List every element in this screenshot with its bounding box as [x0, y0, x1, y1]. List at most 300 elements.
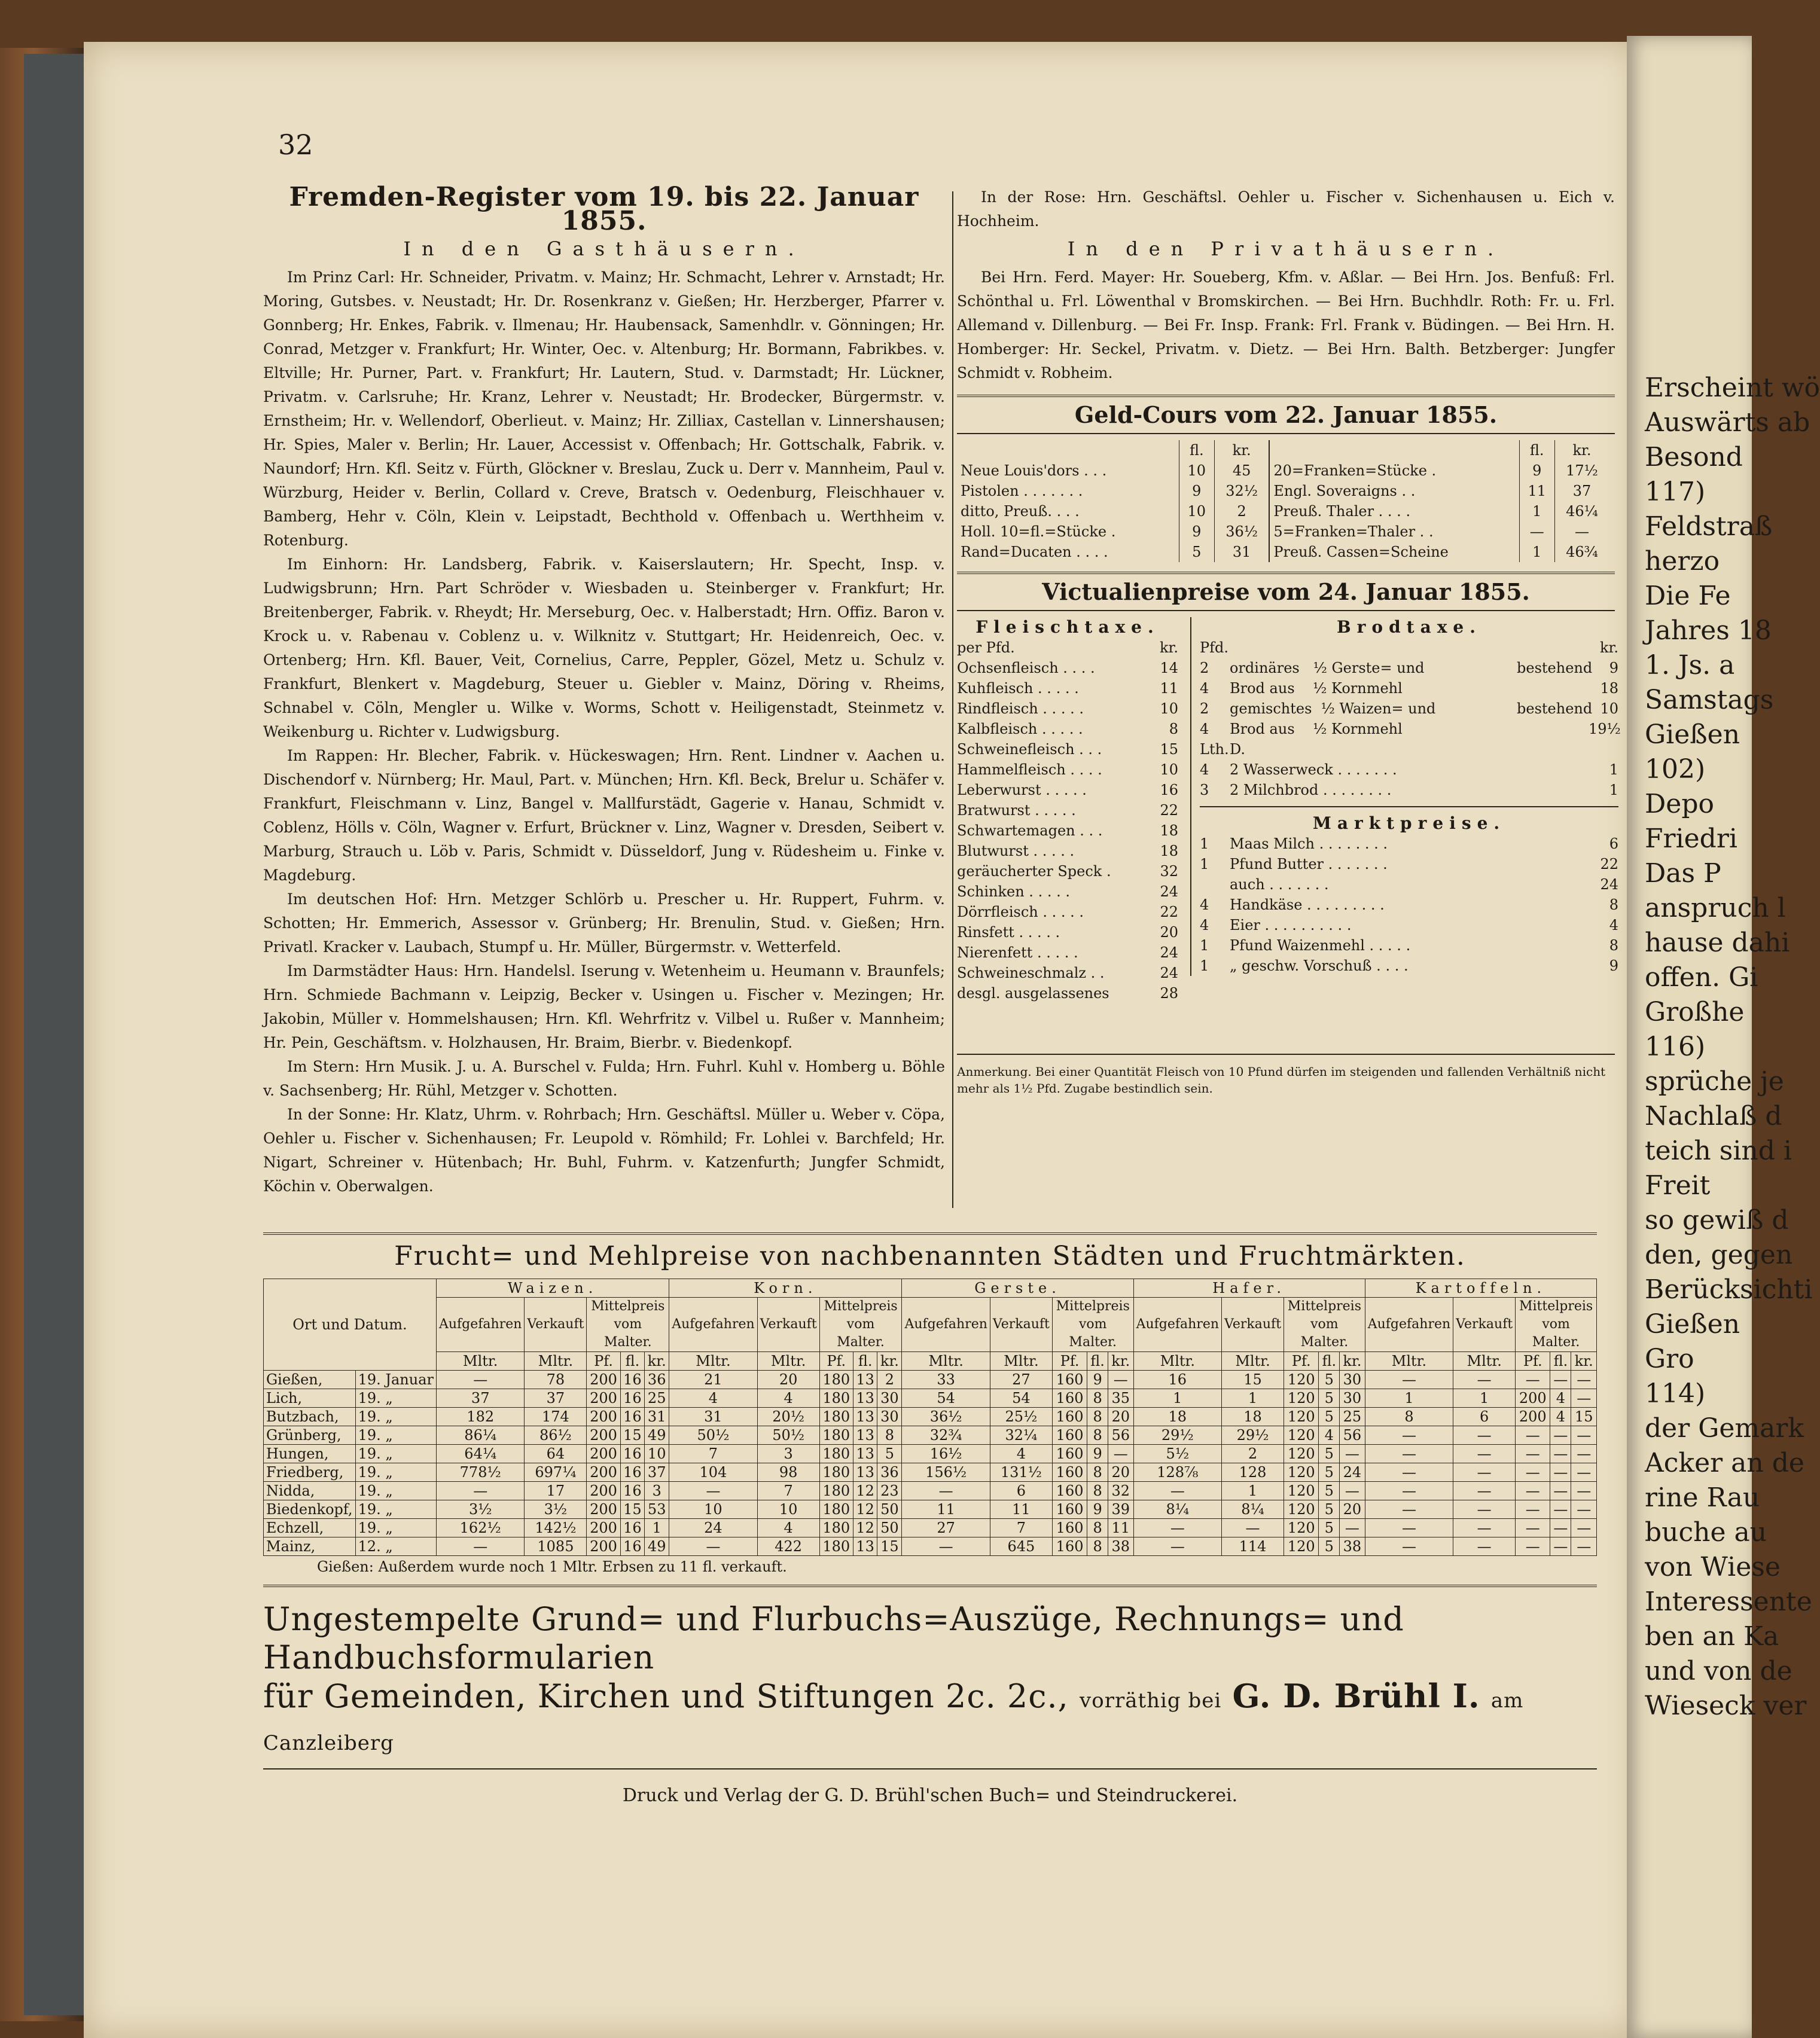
item-name: Rindfleisch . . . . .	[957, 700, 1084, 717]
grain-value: 160	[1052, 1482, 1087, 1500]
grain-value: 180	[819, 1389, 853, 1408]
grain-group: Gerste.	[902, 1279, 1133, 1298]
grain-value: 2	[877, 1371, 902, 1389]
brod-item	[1200, 678, 1618, 698]
grain-value: 56	[1340, 1426, 1365, 1445]
grain-value: 25½	[990, 1408, 1052, 1426]
grain-value: —	[1516, 1537, 1550, 1556]
fragment-line: und von de	[1645, 1656, 1792, 1686]
grain-value: 120	[1284, 1500, 1319, 1519]
grain-row	[264, 1519, 1597, 1537]
item-price: 14	[1160, 660, 1178, 676]
grain-value: 78	[525, 1371, 587, 1389]
grain-row	[264, 1445, 1597, 1463]
grain-value: 8¼	[1133, 1500, 1221, 1519]
fleischtaxe-units	[957, 637, 1178, 658]
grain-row	[264, 1389, 1597, 1408]
advert-line-1: Ungestempelte Grund= und Flurbuchs=Auszüge, Rechnungs= und Handbuchsformularien	[263, 1600, 1404, 1676]
grain-value: 180	[819, 1371, 853, 1389]
fleisch-item	[957, 739, 1178, 759]
fragment-line: Großhe	[1645, 997, 1745, 1027]
grain-value: 1	[1133, 1389, 1221, 1408]
brodtaxe-units	[1200, 637, 1618, 658]
grain-value: 16½	[902, 1445, 990, 1463]
grain-value: 16	[620, 1482, 645, 1500]
grain-value: 35	[1108, 1389, 1133, 1408]
grain-value: 3½	[436, 1500, 524, 1519]
bottom-section	[263, 1223, 1597, 1806]
grain-value: 20	[1340, 1500, 1365, 1519]
grain-row	[264, 1371, 1597, 1389]
grain-value: 104	[669, 1463, 757, 1482]
grain-unit: Mltr.	[525, 1352, 587, 1371]
grain-table-title: Frucht= und Mehlpreise von nachbenannten Städten und Fruchtmärkten.	[394, 1241, 1466, 1271]
fragment-line: Die Fe	[1645, 581, 1731, 611]
register-paragraph: In der Sonne: Hr. Klatz, Uhrm. v. Rohrbach; Hrn. Geschäftsl. Müller u. Weber v. Cöpa, Oehler u. Fischer v. Sichenhausen; Fr. Leupold v. Römhild; Fr. Lohlei v. Barchfeld; Hr. Nigart, Schreiner v. Hütenbach; Hr. Buhl, Fuhrm. v. Katzenfurth; Jungfer Schmidt, Köchin v. Oberwalgen.	[263, 1106, 945, 1195]
brod-weight: 2	[1200, 700, 1209, 717]
geld-row	[957, 481, 1609, 501]
fl-value: 9	[1519, 460, 1554, 481]
grain-unit: kr.	[645, 1352, 669, 1371]
grain-value: —	[1516, 1445, 1550, 1463]
grain-value: 39	[1108, 1500, 1133, 1519]
grain-value: 13	[853, 1389, 877, 1408]
grain-value: 120	[1284, 1371, 1319, 1389]
fragment-line: Nachlaß d	[1645, 1101, 1782, 1131]
markt-desc: Maas Milch . . . . . . . .	[1230, 835, 1388, 852]
fragment-line: buche au	[1645, 1517, 1767, 1548]
rule	[1200, 806, 1618, 807]
imprint: Druck und Verlag der G. D. Brühl'schen Buch= und Steindruckerei.	[622, 1785, 1238, 1806]
grain-unit: kr.	[1108, 1352, 1133, 1371]
grain-value: 1	[1365, 1389, 1453, 1408]
brod-desc: Brod aus ½ Kornmehl	[1230, 721, 1403, 737]
grain-value: 54	[990, 1389, 1052, 1408]
item-price: 22	[1160, 904, 1178, 920]
fragment-line: anspruch l	[1645, 893, 1786, 923]
grain-value: —	[669, 1537, 757, 1556]
fl-value: 10	[1179, 501, 1214, 521]
grain-value: 30	[1340, 1371, 1365, 1389]
geld-row	[957, 460, 1609, 481]
grain-value: —	[1365, 1482, 1453, 1500]
fleisch-item	[957, 780, 1178, 800]
brod-note	[1517, 759, 1589, 780]
grain-value: 180	[819, 1482, 853, 1500]
grain-value: 4	[990, 1445, 1052, 1463]
book-binding	[24, 54, 90, 2015]
unit-fl: fl.	[1179, 440, 1214, 460]
grain-value: 16	[620, 1389, 645, 1408]
grain-value: 56	[1108, 1426, 1133, 1445]
fleisch-item	[957, 759, 1178, 780]
currency-name: Holl. 10=fl.=Stücke .	[961, 523, 1116, 540]
grain-value: 8	[1087, 1389, 1108, 1408]
grain-value: 11	[990, 1500, 1052, 1519]
grain-value: 9	[1087, 1371, 1108, 1389]
grain-value: 5	[1319, 1408, 1340, 1426]
grain-value: 54	[902, 1389, 990, 1408]
grain-value: 13	[853, 1445, 877, 1463]
grain-value: 180	[819, 1500, 853, 1519]
grain-value: 5	[1319, 1482, 1340, 1500]
grain-value: 160	[1052, 1426, 1087, 1445]
grain-unit: Mltr.	[436, 1352, 524, 1371]
item-price: 10	[1160, 761, 1178, 778]
grain-value: 1	[1222, 1389, 1284, 1408]
brod-item	[1200, 698, 1618, 719]
grain-value: 4	[1550, 1408, 1571, 1426]
grain-unit: Mltr.	[1133, 1352, 1221, 1371]
fragment-line: Auswärts ab	[1645, 407, 1810, 438]
grain-value: 13	[853, 1371, 877, 1389]
fl-value: —	[1519, 521, 1554, 542]
grain-value: 24	[1340, 1463, 1365, 1482]
brod-note	[1517, 719, 1589, 739]
grain-value: —	[1516, 1463, 1550, 1482]
fleisch-item	[957, 963, 1178, 983]
grain-value: 12	[853, 1482, 877, 1500]
grain-value: —	[902, 1537, 990, 1556]
grain-value: 13	[853, 1537, 877, 1556]
grain-value: —	[1108, 1371, 1133, 1389]
markt-price: 6	[1609, 835, 1618, 852]
item-price: 24	[1160, 944, 1178, 961]
fleisch-item	[957, 841, 1178, 861]
grain-value: 9	[1087, 1500, 1108, 1519]
grain-unit: Mltr.	[757, 1352, 819, 1371]
register-title: Fremden-Register vom 19. bis 22. Januar 1855.	[289, 182, 919, 236]
grain-value: 128⅞	[1133, 1463, 1221, 1482]
grain-value: 16	[1133, 1371, 1221, 1389]
kr-value: 31	[1214, 542, 1269, 562]
brod-price: 18	[1600, 680, 1618, 697]
grain-value: 6	[1453, 1408, 1516, 1426]
anmerkung: Anmerkung. Bei einer Quantität Fleisch von 10 Pfund dürfen im steigenden und fallenden Verhältniß nicht mehr als 1½ Pfd. Zugabe bestindlich sein.	[957, 1064, 1606, 1096]
grain-value: 33	[902, 1371, 990, 1389]
currency-name: Pistolen . . . . . . .	[961, 483, 1083, 499]
item-name: Dörrfleisch . . . . .	[957, 904, 1084, 920]
grain-value: 30	[877, 1408, 902, 1426]
currency-name: Rand=Ducaten . . . .	[961, 544, 1108, 560]
grain-value: 778½	[436, 1463, 524, 1482]
grain-value: 15	[877, 1537, 902, 1556]
brod-weight: 3	[1200, 782, 1209, 798]
grain-row	[264, 1482, 1597, 1500]
markt-qty: 1	[1200, 835, 1209, 852]
fleisch-item	[957, 820, 1178, 841]
fragment-line: herzo	[1645, 546, 1720, 576]
grain-value: 7	[990, 1519, 1052, 1537]
grain-value: 20	[757, 1371, 819, 1389]
fragment-line: 102)	[1645, 754, 1706, 785]
grain-value: —	[1571, 1500, 1597, 1519]
grain-value: 174	[525, 1408, 587, 1426]
advert-line-2	[263, 1677, 1597, 1762]
grain-value: —	[1571, 1445, 1597, 1463]
kr-value: 32½	[1214, 481, 1269, 501]
grain-value: 120	[1284, 1408, 1319, 1426]
grain-place: Mainz,	[264, 1537, 356, 1556]
grain-value: 645	[990, 1537, 1052, 1556]
grain-value: 16	[620, 1463, 645, 1482]
kr-value: 45	[1214, 460, 1269, 481]
kr-value: 36½	[1214, 521, 1269, 542]
kr-value: 17½	[1554, 460, 1609, 481]
grain-value: 49	[645, 1426, 669, 1445]
grain-subheader: Mittelpreis vom Malter.	[1284, 1298, 1365, 1352]
fragment-line: offen. Gi	[1645, 962, 1758, 993]
fragment-line: Erscheint wö	[1645, 373, 1820, 403]
fl-value: 9	[1179, 481, 1214, 501]
grain-unit: fl.	[1087, 1352, 1108, 1371]
grain-unit-header	[264, 1352, 1597, 1371]
grain-value: 23	[877, 1482, 902, 1500]
grain-value: —	[1571, 1519, 1597, 1537]
brod-weight: 2	[1200, 660, 1209, 676]
rule	[957, 1054, 1615, 1055]
markt-qty: 4	[1200, 896, 1209, 913]
fl-value: 1	[1519, 501, 1554, 521]
grain-value: 200	[587, 1519, 620, 1537]
register-paragraph: Im deutschen Hof: Hrn. Metzger Schlörb u. Prescher u. Hr. Ruppert, Fuhrm. v. Schotten; Hr. Emmerich, Assessor v. Grünberg; Hr. Brenulin, Stud. v. Gießen; Hrn. Privatl. Kracker v. Laubach, Stumpf u. Hr. Müller, Bürgermstr. v. Wetterfeld.	[263, 890, 945, 956]
grain-row	[264, 1537, 1597, 1556]
grain-place: Hungen,	[264, 1445, 356, 1463]
grain-value: 4	[669, 1389, 757, 1408]
advert-address: am Canzleiberg	[263, 1689, 1524, 1755]
brod-note	[1517, 780, 1589, 800]
grain-value: 13	[853, 1463, 877, 1482]
grain-value: 29½	[1133, 1426, 1221, 1445]
markt-price: 24	[1600, 876, 1618, 893]
grain-value: 50½	[669, 1426, 757, 1445]
victualien-block	[957, 617, 1621, 1048]
grain-value: 1085	[525, 1537, 587, 1556]
currency-name: Preuß. Cassen=Scheine	[1269, 542, 1519, 562]
grain-value: 15	[620, 1426, 645, 1445]
brod-note: bestehend	[1517, 700, 1593, 717]
grain-unit: Pf.	[1284, 1352, 1319, 1371]
item-name: Bratwurst . . . . .	[957, 802, 1076, 819]
grain-value: 131½	[990, 1463, 1052, 1482]
grain-value: —	[1571, 1463, 1597, 1482]
item-price: 20	[1160, 924, 1178, 941]
grain-value: 5	[1319, 1500, 1340, 1519]
grain-value: 4	[1550, 1389, 1571, 1408]
grain-subheader: Mittelpreis vom Malter.	[819, 1298, 902, 1352]
item-price: 10	[1160, 700, 1178, 717]
grain-value: 50	[877, 1500, 902, 1519]
item-price: 32	[1160, 863, 1178, 880]
private-houses-entry: Bei Hrn. Ferd. Mayer: Hr. Soueberg, Kfm. v. Aßlar. — Bei Hrn. Jos. Benfuß: Frl. Schönthal u. Frl. Löwenthal v Bromskirchen. — Bei Hrn. Buchhdlr. Roth: Fr. u. Frl. Allemand v. Dillenburg. — Bei Fr. Insp. Frank: Frl. Frank v. Büdingen. — Bei Hrn. H. Homberger: Hr. Seckel, Privatm. v. Dietz. — Bei Hrn. Balth. Betzberger: Jungfer Schmidt v. Robheim.	[957, 269, 1615, 382]
grain-value: —	[669, 1482, 757, 1500]
brod-price: 10	[1600, 700, 1618, 717]
grain-value: 53	[645, 1500, 669, 1519]
markt-item	[1200, 935, 1618, 956]
grain-sub-header	[264, 1298, 1597, 1352]
grain-value: 8	[1087, 1408, 1108, 1426]
fragment-line: teich sind i	[1645, 1136, 1792, 1166]
grain-value: 200	[587, 1463, 620, 1482]
register-paragraph: Im Prinz Carl: Hr. Schneider, Privatm. v. Mainz; Hr. Schmacht, Lehrer v. Arnstadt; Hr. Moring, Gutsbes. v. Neustadt; Hr. Dr. Rosenkranz v. Gießen; Hr. Herzberger, Pfarrer v. Gonnberg; Hr. Enkes, Fabrik. v. Ilmenau; Hr. Haubensack, Samenhdlr. v. Gönningen; Hr. Conrad, Metzger v. Frankfurt; Hr. Winter, Oec. v. Altenburg; Hr. Bormann, Fabrikbes. v. Eltville; Hr. Purner, Part. v. Frankfurt; Hr. Lautern, Stud. v. Darmstadt; Hr. Lückner, Privatm. v. Carlsruhe; Hr. Kranz, Lehrer v. Neustadt; Hr. Brodecker, Bürgermstr. v. Ernstheim; Hr. v. Wellendorf, Oberlieut. v. Mainz; Hr. Zilliax, Castellan v. Linnershausen; Hr. Spies, Maler v. Berlin; Hr. Lauer, Accessist v. Offenbach; Hr. Gottschalk, Fabrik. v. Naundorf; Hrn. Kfl. Seitz v. Fürth, Glöckner v. Breslau, Zuck u. Derr v. Mannheim, Paul v. Würzburg, Heider v. Berlin, Collard v. Creve, Bratsch v. Oedenburg, Fleischhauer v. Bamberg, Hehr v. Cöln, Klein v. Leipstadt, Bechthold v. Offenbach u. Werthheim v. Rotenburg.	[263, 269, 945, 549]
fl-value: 9	[1179, 521, 1214, 542]
grain-value: 37	[436, 1389, 524, 1408]
grain-value: —	[1516, 1519, 1550, 1537]
markt-price: 9	[1609, 957, 1618, 974]
grain-value: 36	[645, 1371, 669, 1389]
grain-subheader: Verkauft	[990, 1298, 1052, 1352]
grain-date: 12. „	[355, 1537, 436, 1556]
geld-cours-table	[957, 440, 1609, 562]
fleisch-item	[957, 942, 1178, 963]
grain-place: Nidda,	[264, 1482, 356, 1500]
grain-value: 128	[1222, 1463, 1284, 1482]
rule	[957, 433, 1615, 434]
grain-value: 160	[1052, 1371, 1087, 1389]
grain-value: 18	[1222, 1408, 1284, 1426]
markt-qty	[1200, 874, 1230, 895]
fragment-line: Freit	[1645, 1170, 1711, 1201]
fragment-line: von Wiese	[1645, 1552, 1781, 1582]
grain-unit: fl.	[1550, 1352, 1571, 1371]
grain-value: —	[1571, 1482, 1597, 1500]
grain-unit: Mltr.	[1222, 1352, 1284, 1371]
item-price: 18	[1160, 822, 1178, 839]
fragment-line: Friedri	[1645, 823, 1737, 854]
fleisch-item	[957, 698, 1178, 719]
grain-value: 86¼	[436, 1426, 524, 1445]
page-number: 32	[278, 129, 313, 161]
grain-row	[264, 1408, 1597, 1426]
grain-value: 160	[1052, 1537, 1087, 1556]
grain-unit: Pf.	[1052, 1352, 1087, 1371]
item-price: 24	[1160, 883, 1178, 900]
grain-value: 30	[877, 1389, 902, 1408]
fragment-line: so gewiß d	[1645, 1205, 1789, 1235]
grain-value: —	[1365, 1371, 1453, 1389]
brod-desc: gemischtes ½ Waizen= und	[1230, 700, 1436, 717]
grain-value: 5	[1319, 1463, 1340, 1482]
grain-value: 10	[645, 1445, 669, 1463]
unit-kr: kr.	[1554, 440, 1609, 460]
grain-group: Kartoffeln.	[1365, 1279, 1596, 1298]
fleisch-item	[957, 983, 1178, 1003]
grain-value: 20	[1108, 1463, 1133, 1482]
grain-value: 16	[620, 1519, 645, 1537]
marktpreise-title: Marktpreise.	[1312, 813, 1506, 833]
grain-place: Biedenkopf,	[264, 1500, 356, 1519]
grain-value: 5	[1319, 1371, 1340, 1389]
grain-date: 19. „	[355, 1445, 436, 1463]
grain-group: Hafer.	[1133, 1279, 1365, 1298]
grain-value: 142½	[525, 1519, 587, 1537]
item-price: 16	[1160, 782, 1178, 798]
adjacent-page-fragment	[1627, 36, 1820, 2038]
fleisch-item	[957, 800, 1178, 820]
grain-value: 30	[1340, 1389, 1365, 1408]
grain-value: —	[1365, 1426, 1453, 1445]
grain-value: —	[436, 1482, 524, 1500]
item-name: Ochsenfleisch . . . .	[957, 660, 1095, 676]
grain-value: 31	[645, 1408, 669, 1426]
grain-value: 31	[669, 1408, 757, 1426]
brod-desc: D.	[1230, 741, 1246, 758]
grain-date: 19. „	[355, 1463, 436, 1482]
grain-value: 12	[853, 1519, 877, 1537]
grain-value: 20	[1108, 1408, 1133, 1426]
grain-value: 29½	[1222, 1426, 1284, 1445]
grain-group-header	[264, 1279, 1597, 1298]
brod-item	[1200, 658, 1618, 678]
grain-value: 13	[853, 1408, 877, 1426]
geld-header-row	[957, 440, 1609, 460]
brod-weight: 4	[1200, 761, 1209, 778]
item-name: Kuhfleisch . . . . .	[957, 680, 1079, 697]
grain-value: 36	[877, 1463, 902, 1482]
item-price: 15	[1160, 741, 1178, 758]
item-name: Blutwurst . . . . .	[957, 843, 1075, 859]
grain-value: 200	[1516, 1389, 1550, 1408]
markt-price: 8	[1609, 937, 1618, 954]
grain-value: 38	[1108, 1537, 1133, 1556]
grain-value: 120	[1284, 1463, 1319, 1482]
markt-price: 22	[1600, 856, 1618, 872]
currency-name: 20=Franken=Stücke .	[1269, 460, 1519, 481]
grain-date: 19. „	[355, 1519, 436, 1537]
grain-unit: kr.	[1340, 1352, 1365, 1371]
brodtaxe-title: Brodtaxe.	[1336, 617, 1481, 637]
item-name: Schinken . . . . .	[957, 883, 1070, 900]
fragment-line: rine Rau	[1645, 1482, 1760, 1513]
grain-value: 120	[1284, 1519, 1319, 1537]
grain-value: —	[1453, 1500, 1516, 1519]
grain-value: 120	[1284, 1445, 1319, 1463]
fleisch-item	[957, 658, 1178, 678]
item-price: 22	[1160, 802, 1178, 819]
unit-fl: fl.	[1519, 440, 1554, 460]
rule	[263, 1768, 1597, 1769]
geld-cours-title: Geld-Cours vom 22. Januar 1855.	[1074, 401, 1498, 428]
geld-row	[957, 501, 1609, 521]
brod-price: 1	[1609, 782, 1618, 798]
grain-unit: Pf.	[587, 1352, 620, 1371]
markt-desc: „ geschw. Vorschuß . . . .	[1230, 957, 1409, 974]
column-divider	[952, 191, 953, 1208]
item-name: Leberwurst . . . . .	[957, 782, 1087, 798]
grain-row	[264, 1463, 1597, 1482]
grain-value: —	[1516, 1500, 1550, 1519]
grain-value: 5	[1319, 1389, 1340, 1408]
grain-group: Waizen.	[436, 1279, 669, 1298]
grain-value: 11	[902, 1500, 990, 1519]
markt-desc: Pfund Butter . . . . . . .	[1230, 856, 1388, 872]
markt-qty: 1	[1200, 937, 1209, 954]
rose-entry: In der Rose: Hrn. Geschäftsl. Oehler u. Fischer v. Sichenhausen u. Eich v. Hochheim.	[957, 188, 1615, 230]
grain-value: 11	[1108, 1519, 1133, 1537]
grain-value: —	[1550, 1537, 1571, 1556]
grain-unit: fl.	[1319, 1352, 1340, 1371]
register-paragraph: Im Darmstädter Haus: Hrn. Handelsl. Iserung v. Wetenheim u. Heumann v. Braunfels; Hrn. Schmiede Bachmann v. Leipzig, Becker v. Usingen u. Fischer v. Mezingen; Hr. Jakobin, Müller v. Hommelshausen; Hrn. Kfl. Wehrfritz v. Vilbel u. Rußer v. Mannheim; Hr. Pein, Geschäftsm. v. Holzhausen, Hr. Braim, Bierbr. v. Biedenkopf.	[263, 962, 945, 1051]
grain-value: 25	[1340, 1408, 1365, 1426]
grain-group: Korn.	[669, 1279, 902, 1298]
grain-value: 6	[990, 1482, 1052, 1500]
grain-value: —	[1453, 1426, 1516, 1445]
grain-unit: fl.	[620, 1352, 645, 1371]
grain-value: 180	[819, 1519, 853, 1537]
fragment-line: Feldstraß	[1645, 511, 1773, 542]
grain-value: 32¾	[902, 1426, 990, 1445]
grain-value: 17	[525, 1482, 587, 1500]
